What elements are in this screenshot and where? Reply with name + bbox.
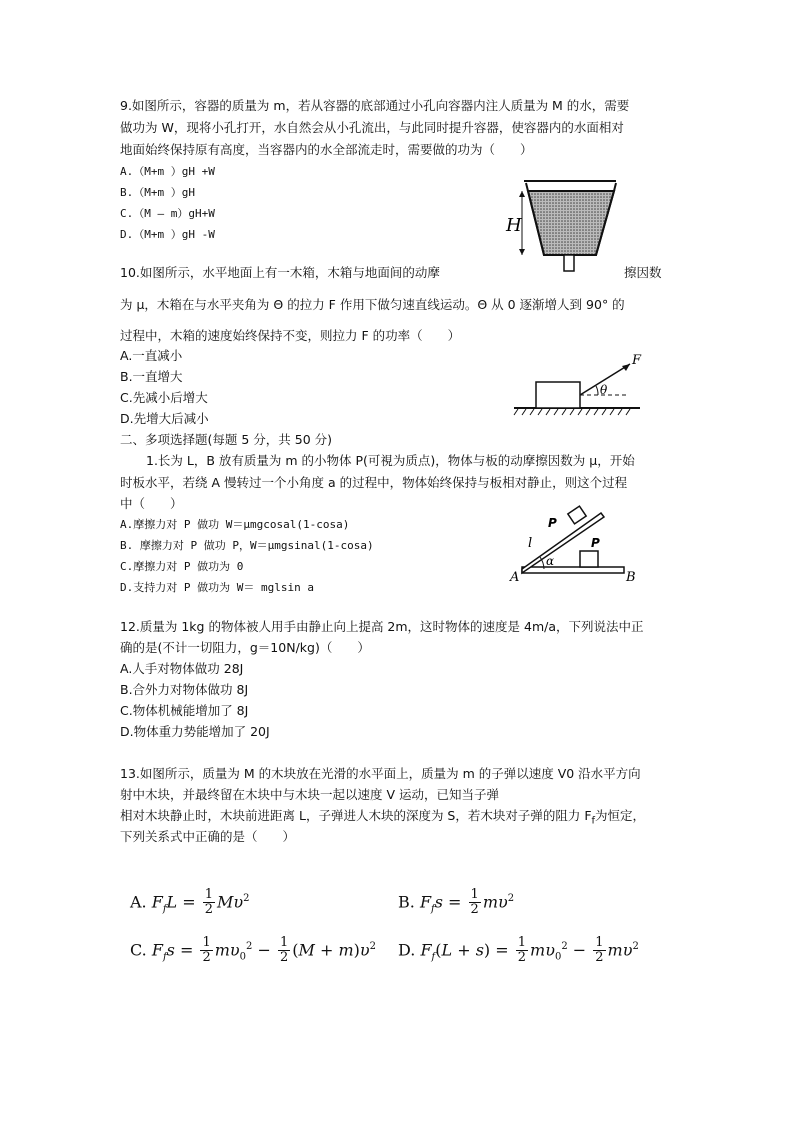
q13-formula-b-label: B. [398,892,415,912]
q13-line2: 射中木块，并最终留在木块中与木块一起以速度 V 运动，已知当子弹 [120,787,499,802]
q9-option-a: A.（M+m ）gH +W [120,165,215,178]
q10-option-b: B.一直增大 [120,369,183,384]
fraction-half: $\frac{1}{2}$ [595,935,604,966]
q9-line1: 9.如图所示，容器的质量为 m，若从容器的底部通过小孔向容器内注人质量为 M 的水，需要 [120,98,630,113]
force-f-label: F [632,353,642,368]
q11-option-b: B. 摩擦力对 P 做功 P，W＝μmgsinal(1-cosa) [120,539,374,552]
length-l-label: l [528,536,533,551]
q10-option-a: A.一直减小 [120,348,183,363]
p-flat-label: P [591,536,600,550]
q13-formula-b: B. $F_fs$ = $\frac{1}{2}$ $m\upsilon^2$ [398,887,515,918]
q12-line2: 确的是(不计一切阻力，g＝10N/kg)（ ） [120,640,370,655]
fraction-half: $\frac{1}{2}$ [204,887,214,918]
q13-formula-a: A. $F_fL$ = $\frac{1}{2}$ $M\upsilon^2$ [130,887,250,918]
alpha-label: α [546,554,555,568]
q10-option-d: D.先增大后减小 [120,411,209,426]
point-b-label: B [626,570,636,585]
q12-option-a: A.人手对物体做功 28J [120,661,244,676]
q13-line3-text: 相对木块静止时，木块前进距离 L，子弹进人木块的深度为 S，若木块对子弹的阻力 F [120,808,592,823]
q12-option-c: C.物体机械能增加了 8J [120,703,249,718]
q12-option-b: B.合外力对物体做功 8J [120,682,249,697]
fraction-half: $\frac{1}{2}$ [279,935,289,966]
p-tilted-label: P [548,516,557,530]
q9-option-d: D.（M+m ）gH -W [120,228,215,241]
q10-line2: 为 μ，木箱在与水平夹角为 Θ 的拉力 F 作用下做匀速直线运动。Θ 从 0 逐渐增人到 90° 的 [120,297,625,312]
outlet-pipe [564,255,574,271]
q11-option-d: D.支持力对 P 做功为 W＝ mglsin a [120,581,314,594]
q11-line2: 时板水平，若绕 A 慢转过一个小角度 a 的过程中，物体始终保持与板相对静止，则这个过程 [120,475,628,490]
q12-option-d: D.物体重力势能增加了 20J [120,724,270,739]
fraction-half: $\frac{1}{2}$ [470,887,479,918]
box-figure [510,348,650,420]
q11-option-c: C.摩擦力对 P 做功为 0 [120,560,244,573]
q13-formula-c-label: C. [130,940,147,960]
q10-option-c: C.先减小后增大 [120,390,208,405]
q10-line3: 过程中，木箱的速度始终保持不变，则拉力 F 的功率（ ） [120,328,461,343]
fraction-half: $\frac{1}{2}$ [202,935,211,966]
q13-line3 [120,807,645,831]
q13-formula-c: C. $F_fs$ = $\frac{1}{2}$ $m\upsilon_0^2$ − $\frac{1}{2}$ $(M + m)\upsilon^2$ [130,935,377,966]
point-a-label: A [510,570,520,585]
angle-theta-label: θ [600,383,608,397]
q9-option-b: B.（M+m ）gH [120,186,195,199]
q11-option-a: A.摩擦力对 P 做功 W＝μmgcosal(1-cosa) [120,518,350,531]
q9-option-c: C.（M — m）gH+W [120,207,215,220]
container-figure [498,175,628,277]
q13-formula-d-label: D. [398,940,416,960]
height-label: H [506,215,522,236]
q11-line3: 中（ ） [120,496,183,511]
q13-line3-sub: f [591,815,596,827]
q9-line3: 地面始终保持原有高度，当容器内的水全部流走时，需要做的功为（ ） [120,142,533,157]
q13-formula-d: D. $F_f(L + s)$ = $\frac{1}{2}$ $m\upsilon_0^2$ − $\frac{1}{2}$ $m\upsilon^2$ [398,935,639,966]
q13-formula-a-label: A. [130,892,147,912]
q13-line1: 13.如图所示，质量为 M 的木块放在光滑的水平面上，质量为 m 的子弹以速度 V0 沿水平方向 [120,766,641,781]
q13-line3-tail: 为恒定， [595,808,646,823]
wooden-box [536,382,580,408]
q9-line2: 做功为 W，现将小孔打开，水自然会从小孔流出，与此同时提升容器，使容器内的水面相对 [120,120,624,135]
q10-line1: 10.如图所示，水平地面上有一木箱，木箱与地面间的动摩 [120,265,440,280]
q10-line1-tail: 擦因数 [624,265,662,280]
q12-line1: 12.质量为 1kg 的物体被人用手由静止向上提高 2m，这时物体的速度是 4m/a，下列说法中正 [120,619,644,634]
fraction-half: $\frac{1}{2}$ [517,935,527,966]
section2-title: 二、多项选择题(每题 5 分，共 50 分) [120,432,333,447]
q13-line4: 下列关系式中正确的是（ ） [120,829,296,844]
incline-figure [508,505,638,585]
board-horizontal [522,567,624,573]
q11-line1: 1.长为 L，B 放有质量为 m 的小物体 P(可視为质点)，物体与板的动摩擦因数为 μ，开始 [146,453,635,468]
